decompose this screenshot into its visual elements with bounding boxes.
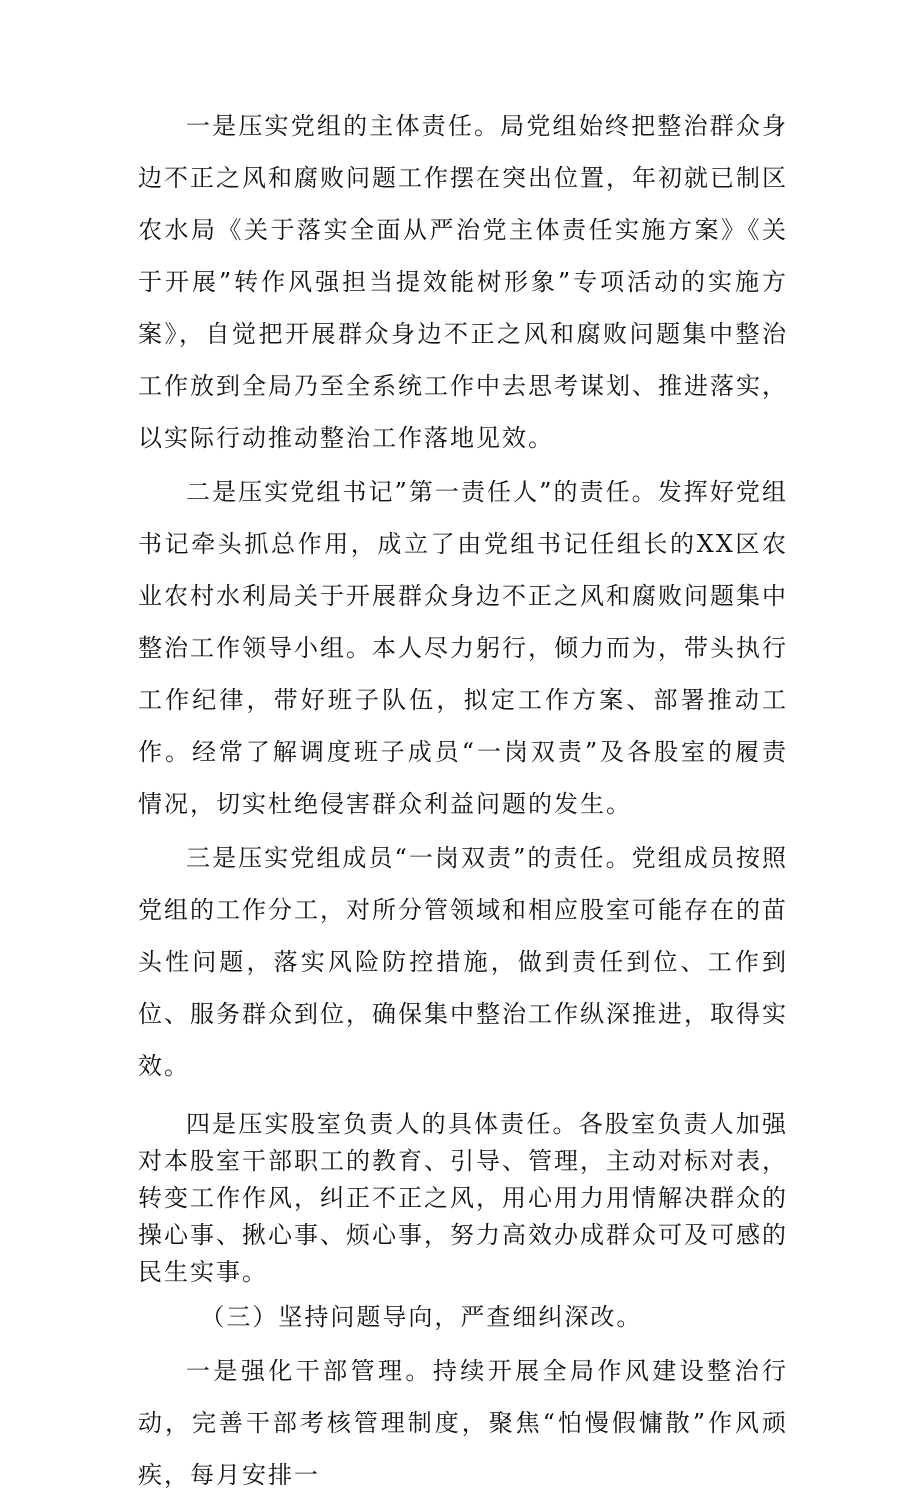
paragraph-members-responsibility: 三是压实党组成员“一岗双责”的责任。党组成员按照党组的工作分工，对所分管领域和相应股室可能存在的苗头性问题，落实风险防控措施，做到责任到位、工作到位、服务群众到位，确保集中整治工作纵深推进，取得实效。 xyxy=(138,844,788,1080)
paragraph-party-group-responsibility: 一是压实党组的主体责任。局党组始终把整治群众身边不正之风和腐败问题工作摆在突出位置，年初就已制区农水局《关于落实全面从严治党主体责任实施方案》《关于开展”转作风强担当提效能树形象”专项活动的实施方案》，自觉把开展群众身边不正之风和腐败问题集中整治工作放到全局乃至全系统工作中去思考谋划、推进落实，以实际行动推动整治工作落地见效。 xyxy=(138,112,788,452)
paragraph-section-head-responsibility: 四是压实股室负责人的具体责任。各股室负责人加强对本股室干部职工的教育、引导、管理，主动对标对表，转变工作作风，纠正不正之风，用心用力用情解决群众的操心事、揪心事、烦心事，努力高效办成群众可及可感的民生实事。 xyxy=(138,1110,788,1286)
section-heading-three: （三）坚持问题导向，严查细纠深改。 xyxy=(200,1303,643,1331)
document-body xyxy=(138,100,788,1501)
paragraph-cadre-management: 一是强化干部管理。持续开展全局作风建设整治行动，完善干部考核管理制度，聚焦“怕慢假慵散”作风顽疾，每月安排一 xyxy=(138,1357,788,1489)
paragraph-secretary-responsibility: 二是压实党组书记”第一责任人”的责任。发挥好党组书记牵头抓总作用，成立了由党组书记任组长的XX区农业农村水利局关于开展群众身边不正之风和腐败问题集中整治工作领导小组。本人尽力躬行，倾力而为，带头执行工作纪律，带好班子队伍，拟定工作方案、部署推动工作。经常了解调度班子成员“一岗双责”及各股室的履责情况，切实杜绝侵害群众利益问题的发生。 xyxy=(138,478,788,818)
